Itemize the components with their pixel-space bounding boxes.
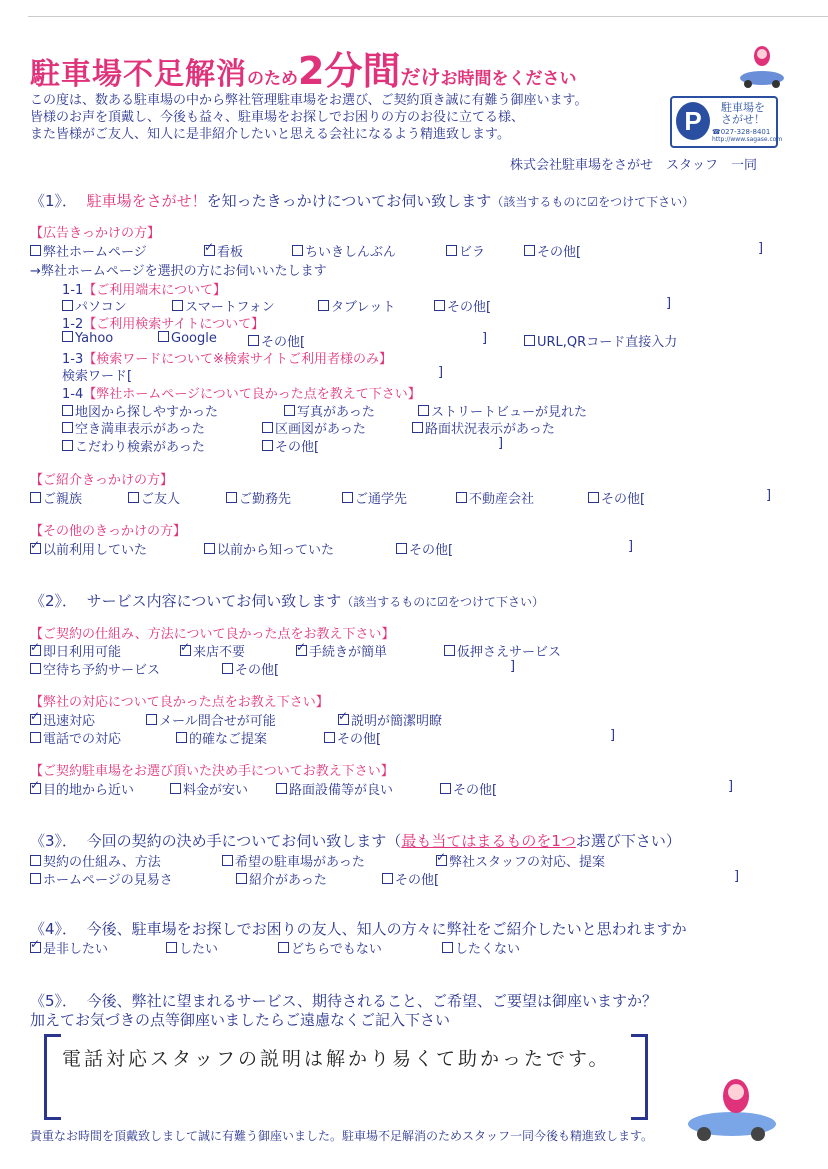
checkbox[interactable] — [226, 492, 237, 503]
checkbox-item[interactable]: 契約の仕組み、方法 — [30, 851, 161, 870]
category-decide: 【ご契約駐車場をお選び頂いた決め手についてお教え下さい】 — [30, 764, 394, 779]
checkbox-checked[interactable] — [204, 245, 215, 256]
checkbox[interactable] — [166, 942, 177, 953]
checkbox-checked[interactable] — [338, 714, 349, 725]
checkbox-item[interactable]: ご通学先 — [342, 488, 407, 507]
question-2: 《2》． サービス内容についてお伺い致します（該当するものに☑をつけて下さい） — [30, 592, 545, 610]
checkbox[interactable] — [278, 942, 289, 953]
checkbox-item[interactable]: ✓ 説明が簡潔明瞭 — [338, 710, 442, 729]
checkbox-item[interactable]: ホームページの見易さ — [30, 869, 173, 888]
checkbox[interactable] — [442, 942, 453, 953]
question-5: 《5》． 今後、弊社に望まれるサービス、期待されること、ご希望、ご要望は御座いますか？ — [30, 992, 658, 1010]
bracket-close: ] — [766, 488, 772, 503]
checkbox[interactable] — [456, 492, 467, 503]
bracket-close: ] — [498, 436, 504, 451]
checkbox[interactable] — [412, 422, 423, 433]
bracket-close: ] — [438, 365, 444, 380]
checkbox-checked[interactable] — [30, 543, 41, 554]
checkbox-item[interactable]: どちらでもない — [278, 938, 382, 957]
checkbox[interactable] — [30, 873, 41, 884]
checkbox[interactable] — [248, 335, 259, 346]
bracket-close: ] — [728, 779, 734, 794]
checkbox-item[interactable]: ちいきしんぶん — [292, 241, 396, 260]
checkbox-item[interactable]: 空待ち予約サービス — [30, 659, 160, 678]
checkbox-item[interactable]: その他[ — [222, 659, 279, 678]
checkbox-item[interactable]: その他[ — [396, 539, 453, 558]
checkbox-item[interactable]: ご親族 — [30, 488, 82, 507]
question-1: 《1》． 駐車場をさがせ！を知ったきっかけについてお伺い致します（該当するものに☑をつけて下さい） — [30, 192, 695, 210]
checkbox-checked[interactable] — [180, 645, 191, 656]
checkbox-item[interactable]: Google — [158, 331, 217, 346]
category-ad: 【広告きっかけの方】 — [30, 226, 161, 241]
checkbox[interactable] — [262, 440, 273, 451]
checkbox-checked[interactable] — [30, 942, 41, 953]
checkbox-item[interactable]: ✓目的地から近い — [30, 779, 134, 798]
checkbox-item[interactable]: その他[ — [440, 779, 497, 798]
checkbox-item[interactable]: 以前から知っていた — [204, 539, 334, 558]
mascot-car-icon — [738, 40, 786, 90]
checkbox[interactable] — [440, 783, 451, 794]
checkbox[interactable] — [396, 543, 407, 554]
checkbox-item[interactable]: その他[ — [524, 241, 581, 260]
checkbox[interactable] — [524, 335, 535, 346]
checkbox-item[interactable]: Yahoo — [62, 331, 113, 346]
checkbox-item[interactable]: その他[ — [324, 728, 381, 747]
checkbox-item[interactable]: 希望の駐車場があった — [222, 851, 365, 870]
answer-bracket-right — [631, 1034, 648, 1120]
checkbox[interactable] — [318, 300, 329, 311]
checkbox-item[interactable]: その他[ — [434, 296, 491, 315]
signature: 株式会社駐車場をさがせ スタッフ 一同 — [510, 158, 758, 173]
subsection-1-3: 1-3【検索ワードについて※検索サイトご利用者様のみ】 — [62, 352, 392, 367]
checkbox-checked[interactable] — [30, 783, 41, 794]
checkbox-item[interactable]: 的確なご提案 — [176, 728, 267, 747]
checkbox-item[interactable]: ご友人 — [128, 488, 180, 507]
checkbox[interactable] — [30, 855, 41, 866]
bracket-close: ] — [610, 728, 616, 743]
checkbox-item[interactable]: メール問合せが可能 — [146, 710, 276, 729]
bracket-close: ] — [628, 539, 634, 554]
handwritten-answer: 電話対応スタッフの説明は解かり易くて助かったです。 — [62, 1048, 611, 1070]
checkbox-item[interactable]: ビラ — [446, 241, 485, 260]
search-word-field[interactable]: 検索ワード[ — [62, 369, 133, 384]
checkbox-item[interactable]: ✓ 手続きが簡単 — [296, 641, 387, 660]
checkbox-item[interactable]: その他[ — [588, 488, 645, 507]
subsection-1-1: 1-1【ご利用端末について】 — [62, 283, 226, 298]
checkbox-item[interactable]: スマートフォン — [172, 296, 275, 315]
checkbox-item[interactable]: 空き満車表示があった — [62, 418, 205, 437]
checkbox-checked[interactable] — [296, 645, 307, 656]
checkbox-item[interactable]: 路面状況表示があった — [412, 418, 555, 437]
bracket-close: ] — [482, 331, 488, 346]
checkbox-item[interactable]: ✓ 来店不要 — [180, 641, 245, 660]
checkbox[interactable] — [222, 855, 233, 866]
category-response: 【弊社の対応について良かった点をお教え下さい】 — [30, 695, 329, 710]
checkbox-item[interactable]: ✓是非したい — [30, 938, 108, 957]
checkbox[interactable] — [62, 405, 73, 416]
checkbox[interactable] — [444, 645, 455, 656]
checkbox[interactable] — [222, 663, 233, 674]
checkbox-item[interactable]: ✓ 弊社スタッフの対応、提案 — [436, 851, 605, 870]
hp-prompt: →弊社ホームページを選択の方にお伺いいたします — [30, 264, 327, 279]
question-3: 《3》． 今回の契約の決め手についてお伺い致します（最も当てはまるものを1つお選び下さい） — [30, 832, 681, 850]
bracket-close: ] — [734, 869, 740, 884]
checkbox-item[interactable]: その他[ — [262, 436, 319, 455]
bracket-close: ] — [510, 659, 516, 674]
checkbox-item[interactable]: その他[ — [248, 331, 305, 350]
top-rule — [28, 16, 828, 17]
checkbox[interactable] — [324, 732, 335, 743]
intro-line: また皆様がご友人、知人に是非紹介したいと思える会社になるよう精進致します。 — [30, 127, 510, 142]
bracket-close: ] — [666, 296, 672, 311]
checkbox[interactable] — [172, 300, 183, 311]
checkbox[interactable] — [30, 245, 41, 256]
checkbox[interactable] — [170, 783, 181, 794]
intro-line: 皆様のお声を頂戴し、今後も益々、駐車場をお探しでお困りの方のお役に立てる様、 — [30, 110, 525, 125]
bracket-close: ] — [758, 241, 764, 256]
subsection-1-4: 1-4【弊社ホームページについて良かった点を教えて下さい】 — [62, 387, 421, 402]
page-title: 駐車場不足解消のため2分間だけお時間をください — [30, 49, 577, 93]
checkbox-item[interactable]: 紹介があった — [236, 869, 327, 888]
checkbox-item[interactable]: ✓迅速対応 — [30, 710, 95, 729]
checkbox-item[interactable]: 写真があった — [284, 401, 375, 420]
checkbox-item[interactable]: ✓以前利用していた — [30, 539, 147, 558]
checkbox-item[interactable]: ✓即日利用可能 — [30, 641, 121, 660]
checkbox-item[interactable]: 区画図があった — [262, 418, 366, 437]
checkbox[interactable] — [262, 422, 273, 433]
checkbox[interactable] — [62, 422, 73, 433]
checkbox-item[interactable]: したくない — [442, 938, 520, 957]
checkbox[interactable] — [146, 714, 157, 725]
checkbox-item[interactable]: 電話での対応 — [30, 728, 121, 747]
checkbox-checked[interactable] — [30, 714, 41, 725]
checkbox-item[interactable]: 地図から探しやすかった — [62, 401, 218, 420]
checkbox[interactable] — [524, 245, 535, 256]
checkbox-checked[interactable] — [436, 855, 447, 866]
checkbox[interactable] — [418, 405, 429, 416]
checkbox-item[interactable]: パソコン — [62, 296, 127, 315]
company-logo: P 駐車場を さがせ！ ☎027-328-8401 http://www.sagase.com — [670, 96, 778, 148]
checkbox-item[interactable]: URL,QRコード直接入力 — [524, 331, 677, 350]
checkbox-item[interactable]: ストリートビューが見れた — [418, 401, 587, 420]
checkbox[interactable] — [588, 492, 599, 503]
intro-line: この度は、数ある駐車場の中から弊社管理駐車場をお選び、ご契約頂き誠に有難う御座います。 — [30, 93, 588, 108]
category-intro: 【ご紹介きっかけの方】 — [30, 473, 174, 488]
checkbox[interactable] — [30, 492, 41, 503]
checkbox-item[interactable]: タブレット — [318, 296, 395, 315]
checkbox-item[interactable]: ✓ 看板 — [204, 241, 243, 260]
checkbox[interactable] — [62, 331, 73, 342]
checkbox-item[interactable]: したい — [166, 938, 218, 957]
checkbox-item[interactable]: その他[ — [382, 869, 439, 888]
checkbox-item[interactable]: こだわり検索があった — [62, 436, 205, 455]
checkbox-item[interactable]: 不動産会社 — [456, 488, 534, 507]
checkbox[interactable] — [236, 873, 247, 884]
checkbox[interactable] — [276, 783, 287, 794]
checkbox[interactable] — [204, 543, 215, 554]
subsection-1-2: 1-2【ご利用検索サイトについて】 — [62, 317, 265, 332]
category-other: 【その他のきっかけの方】 — [30, 524, 187, 539]
checkbox[interactable] — [446, 245, 457, 256]
question-4: 《4》． 今後、駐車場をお探しでお困りの友人、知人の方々に弊社をご紹介したいと思われますか — [30, 920, 687, 938]
checkbox[interactable] — [30, 663, 41, 674]
checkbox[interactable] — [128, 492, 139, 503]
checkbox-item[interactable]: 路面設備等が良い — [276, 779, 393, 798]
category-contract: 【ご契約の仕組み、方法について良かった点をお教え下さい】 — [30, 627, 395, 642]
footer-message: 貴重なお時間を頂戴致しまして誠に有難う御座いました。駐車場不足解消のためスタッフ一同今後も精進致します。 — [30, 1129, 654, 1143]
checkbox-item[interactable]: 仮押さえサービス — [444, 641, 561, 660]
checkbox-item[interactable]: ご勤務先 — [226, 488, 291, 507]
checkbox[interactable] — [342, 492, 353, 503]
checkbox[interactable] — [382, 873, 393, 884]
answer-bracket-left — [44, 1034, 61, 1120]
checkbox[interactable] — [30, 732, 41, 743]
question-5-line2: 加えてお気づきの点等御座いましたらご遠慮なくご記入下さい — [30, 1011, 451, 1029]
checkbox-item[interactable]: 弊社ホームページ — [30, 241, 147, 260]
checkbox[interactable] — [62, 440, 73, 451]
checkbox-checked[interactable] — [30, 645, 41, 656]
checkbox[interactable] — [434, 300, 445, 311]
checkbox[interactable] — [62, 300, 73, 311]
checkbox[interactable] — [176, 732, 187, 743]
checkbox[interactable] — [158, 331, 169, 342]
mascot-car-icon — [684, 1070, 780, 1142]
checkbox[interactable] — [284, 405, 295, 416]
checkbox-item[interactable]: 料金が安い — [170, 779, 248, 798]
checkbox[interactable] — [292, 245, 303, 256]
